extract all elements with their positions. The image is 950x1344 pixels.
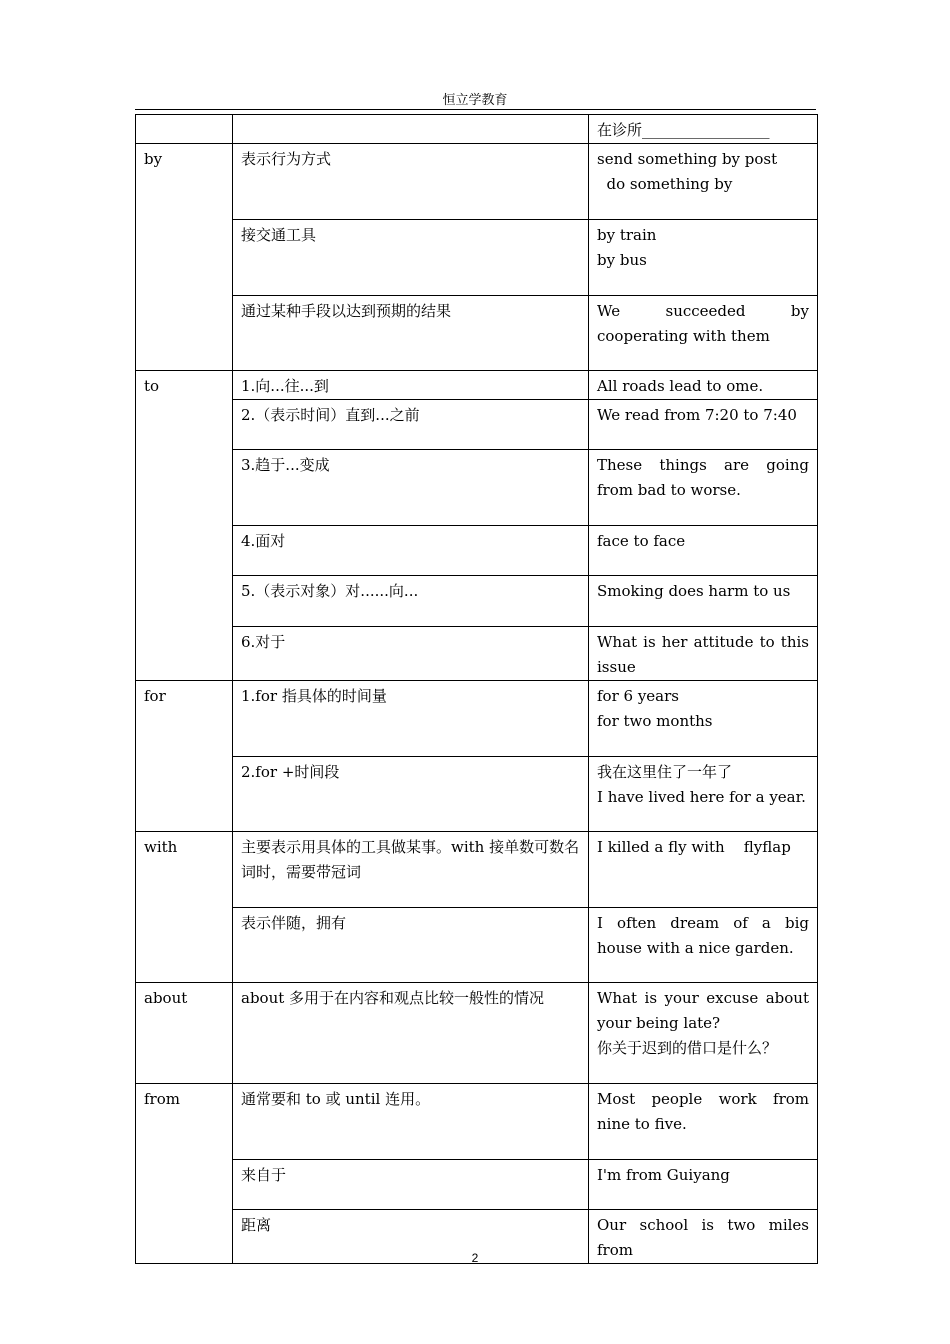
table-row	[136, 220, 818, 296]
meaning-cell: 1.向...往...到	[233, 371, 589, 400]
table-row	[136, 115, 818, 144]
example-cell: All roads lead to ome.	[589, 371, 818, 400]
example-cell: 我在这里住了一年了 I have lived here for a year.	[589, 757, 818, 832]
meaning-cell: 4.面对	[233, 526, 589, 576]
table-row	[136, 757, 818, 832]
example-cell: by train by bus	[589, 220, 818, 296]
word-cell-with: with	[136, 832, 233, 983]
example-cell: Our school is two miles from	[589, 1210, 818, 1264]
example-cell: We read from 7:20 to 7:40	[589, 400, 818, 450]
table-row	[136, 832, 818, 908]
example-cell: face to face	[589, 526, 818, 576]
word-cell-by: by	[136, 144, 233, 371]
meaning-cell: 距离	[233, 1210, 589, 1264]
table-row	[136, 1084, 818, 1160]
example-cell: I often dream of a big house with a nice garden.	[589, 908, 818, 983]
table-row	[136, 681, 818, 757]
table-row	[136, 144, 818, 220]
table-row	[136, 371, 818, 400]
example-cell: These things are going from bad to worse.	[589, 450, 818, 526]
example-cell: What is her attitude to this issue	[589, 627, 818, 681]
example-cell: We succeeded by cooperating with them	[589, 296, 818, 371]
preposition-table	[135, 114, 818, 1264]
page-header-title: 恒立学教育	[442, 93, 508, 108]
meaning-cell: about 多用于在内容和观点比较一般性的情况	[233, 983, 589, 1084]
word-cell	[136, 115, 233, 144]
example-cell: Most people work from nine to five.	[589, 1084, 818, 1160]
header-rule	[135, 109, 816, 110]
meaning-cell: 来自于	[233, 1160, 589, 1210]
table-row	[136, 983, 818, 1084]
meaning-cell: 6.对于	[233, 627, 589, 681]
meaning-cell	[233, 115, 589, 144]
example-cell: send something by post do something by	[589, 144, 818, 220]
meaning-cell: 1.for 指具体的时间量	[233, 681, 589, 757]
table-row	[136, 526, 818, 576]
table-row	[136, 908, 818, 983]
table-row	[136, 450, 818, 526]
meaning-cell: 2.（表示时间）直到...之前	[233, 400, 589, 450]
meaning-cell: 2.for +时间段	[233, 757, 589, 832]
page-number: 2	[471, 1251, 479, 1265]
table-row	[136, 576, 818, 627]
meaning-cell: 通常要和 to 或 until 连用。	[233, 1084, 589, 1160]
meaning-cell: 3.趋于...变成	[233, 450, 589, 526]
table-row	[136, 1160, 818, 1210]
example-cell: I killed a fly with flyflap	[589, 832, 818, 908]
word-cell-about: about	[136, 983, 233, 1084]
word-cell-to: to	[136, 371, 233, 681]
table-row	[136, 627, 818, 681]
table-row	[136, 400, 818, 450]
example-cell: I'm from Guiyang	[589, 1160, 818, 1210]
meaning-cell: 表示伴随，拥有	[233, 908, 589, 983]
meaning-cell: 通过某种手段以达到预期的结果	[233, 296, 589, 371]
meaning-cell: 接交通工具	[233, 220, 589, 296]
example-cell: Smoking does harm to us	[589, 576, 818, 627]
word-cell-from: from	[136, 1084, 233, 1264]
meaning-cell: 5.（表示对象）对......向...	[233, 576, 589, 627]
word-cell-for: for	[136, 681, 233, 832]
table-row	[136, 296, 818, 371]
meaning-cell: 主要表示用具体的工具做某事。with 接单数可数名词时，需要带冠词	[233, 832, 589, 908]
meaning-cell: 表示行为方式	[233, 144, 589, 220]
example-cell: for 6 years for two months	[589, 681, 818, 757]
example-cell: 在诊所_________________	[589, 115, 818, 144]
example-cell: What is your excuse about your being late? 你关于迟到的借口是什么？	[589, 983, 818, 1084]
